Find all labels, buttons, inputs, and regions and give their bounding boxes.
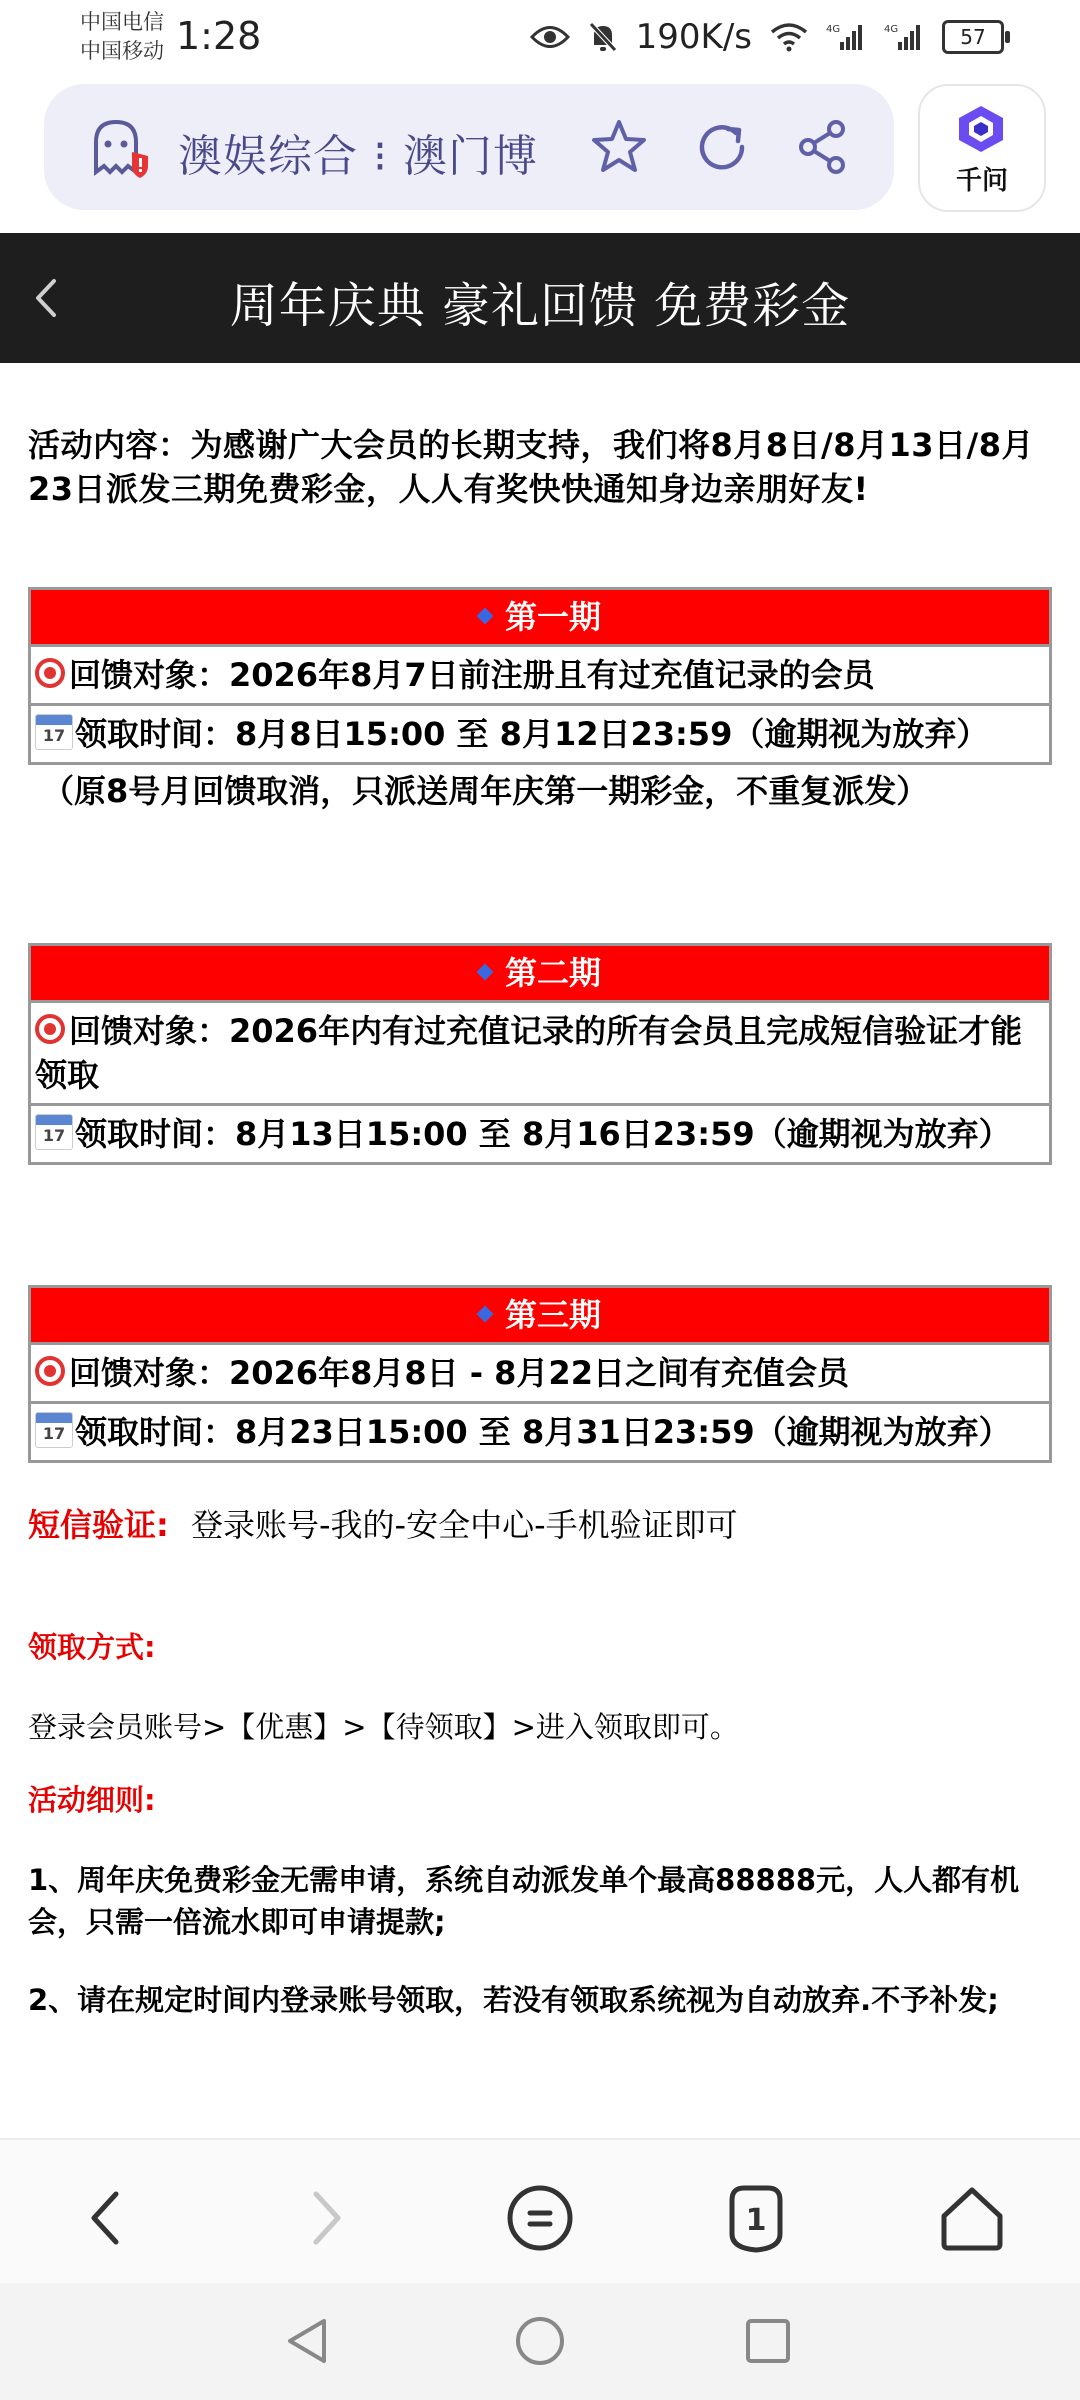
address-bar[interactable] (44, 84, 894, 210)
page-header (0, 233, 1080, 363)
system-nav-bar (0, 2283, 1080, 2400)
time-text: 领取时间：8月13日15:00 至 8月16日23:59（逾期视为放弃） (75, 1115, 1011, 1153)
period-title: 第三期 (504, 1296, 601, 1334)
clock: 1:28 (176, 14, 262, 58)
carrier-info (80, 8, 164, 66)
calendar-icon: 17 (35, 1114, 73, 1150)
page-title: 周年庆典 豪礼回馈 免费彩金 (229, 278, 851, 334)
sms-verification (28, 1503, 1052, 1547)
intro-text: 活动内容：为感谢广大会员的长期支持，我们将8月8日/8月13日/8月23日派发三期免费彩金，人人有奖快快通知身边亲朋好友! (28, 426, 1034, 508)
menu-icon[interactable] (500, 2178, 580, 2258)
signal-4g-icon (884, 22, 924, 52)
period-note: （原8号月回馈取消，只派送周年庆第一期彩金，不重复派发） (42, 772, 929, 810)
time-text: 领取时间：8月23日15:00 至 8月31日23:59（逾期视为放弃） (75, 1413, 1011, 1451)
tabs-icon[interactable] (716, 2178, 796, 2258)
svg-text:4G: 4G (826, 24, 841, 35)
rule-2: 2、请在规定时间内登录账号领取，若没有领取系统视为自动放弃.不予补发; (28, 1983, 999, 2017)
period-card-2 (28, 943, 1052, 1165)
back-icon[interactable] (68, 2178, 148, 2258)
system-home-icon[interactable] (512, 2313, 568, 2369)
sms-label: 短信验证: (28, 1506, 169, 1544)
browser-bottom-nav (0, 2138, 1080, 2285)
url-text[interactable]: 澳娱综合 ⁝ 澳门博 (178, 131, 538, 182)
target-row (31, 1342, 1049, 1401)
period-title: 第二期 (504, 954, 601, 992)
battery-level: 57 (960, 25, 986, 49)
wifi-icon (770, 22, 808, 52)
target-text: 回馈对象：2026年8月8日 - 8月22日之间有充值会员 (69, 1354, 849, 1392)
period-title: 第一期 (504, 598, 601, 636)
diamond-icon (476, 1306, 493, 1323)
qianwen-label: 千问 (955, 166, 1008, 196)
calendar-icon: 17 (35, 714, 73, 750)
period-header (31, 946, 1049, 1000)
rule-1: 1、周年庆免费彩金无需申请，系统自动派发单个最高88888元，人人都有机会，只需一倍流水即可申请提款; (28, 1863, 1020, 1939)
sms-text: 登录账号-我的-安全中心-手机验证即可 (190, 1506, 738, 1544)
svg-text:4G: 4G (884, 24, 899, 35)
carrier-2: 中国移动 (80, 39, 164, 63)
time-row (31, 1103, 1049, 1162)
mute-bell-icon (588, 21, 618, 53)
time-text: 领取时间：8月8日15:00 至 8月12日23:59（逾期视为放弃） (75, 715, 989, 753)
claim-method-label: 领取方式: (28, 1630, 156, 1664)
promo-content (28, 363, 1052, 2021)
period-header (31, 590, 1049, 644)
eye-icon (530, 24, 570, 50)
target-icon (35, 1014, 65, 1044)
status-bar (0, 0, 1080, 78)
carrier-1: 中国电信 (80, 10, 164, 34)
time-row (31, 703, 1049, 762)
home-icon[interactable] (932, 2178, 1012, 2258)
forward-icon[interactable] (284, 2178, 364, 2258)
target-text: 回馈对象：2026年8月7日前注册且有过充值记录的会员 (69, 656, 875, 694)
svg-text:1: 1 (745, 2203, 767, 2238)
qianwen-logo-icon (955, 104, 1007, 154)
network-speed: 190K/s (635, 17, 752, 57)
period-card-3 (28, 1285, 1052, 1463)
target-text: 回馈对象：2026年内有过充值记录的所有会员且完成短信验证才能领取 (35, 1012, 1023, 1094)
period-card-1 (28, 587, 1052, 765)
system-recents-icon[interactable] (740, 2313, 796, 2369)
time-row (31, 1401, 1049, 1460)
calendar-icon: 17 (35, 1412, 73, 1448)
diamond-icon (476, 608, 493, 625)
target-row (31, 1000, 1049, 1103)
status-icons (530, 14, 1004, 60)
target-row (31, 644, 1049, 703)
star-icon[interactable] (589, 117, 649, 177)
share-icon[interactable] (792, 117, 852, 177)
signal-4g-icon (826, 22, 866, 52)
refresh-icon[interactable] (692, 117, 752, 177)
diamond-icon (476, 964, 493, 981)
period-header (31, 1288, 1049, 1342)
system-back-icon[interactable] (280, 2313, 336, 2369)
site-security-icon[interactable] (88, 118, 152, 178)
battery-icon (942, 20, 1004, 54)
target-icon (35, 1356, 65, 1386)
target-icon (35, 658, 65, 688)
rules-label: 活动细则: (28, 1783, 156, 1817)
qianwen-assistant-button[interactable] (918, 84, 1046, 212)
claim-method-text: 登录会员账号>【优惠】>【待领取】>进入领取即可。 (28, 1710, 739, 1744)
